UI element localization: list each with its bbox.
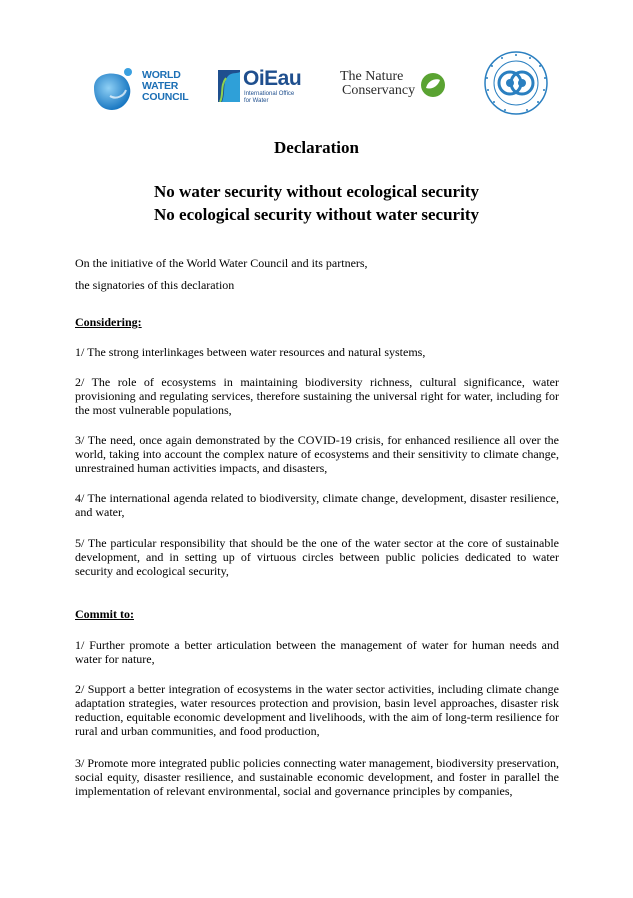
considering-item-5: 5/ The particular responsibility that should be the one of the water sector at the core of sustainable development, and in setting up of virtuous circles between public policies dedicated to water security and ecological security, [75,536,559,578]
world-water-council-logo [90,54,200,114]
leaf-globe-icon [420,72,446,98]
oieau-mark-icon [218,70,240,102]
intro-line-1: On the initiative of the World Water Council and its partners, [75,256,368,270]
subtitle-line-1: No water security without ecological security [154,182,479,201]
nature-conservancy-logo [340,70,440,104]
commit-heading: Commit to: [75,607,134,621]
water-drop-icon [90,66,142,112]
intro-line-2: the signatories of this declaration [75,278,235,292]
considering-heading: Considering: [75,315,142,329]
oieau-logo [218,67,328,110]
commit-item-1: 1/ Further promote a better articulation between the management of water for human needs and water for nature, [75,638,559,666]
considering-item-3: 3/ The need, once again demonstrated by the COVID-19 crisis, for enhanced resilience all over the world, taking into account the complex nature of ecosystems and their sensitivity to climate change, unrestrained human activities impacts, and disasters, [75,433,559,475]
commit-item-3: 3/ Promote more integrated public policies connecting water management, biodiversity preservation, social equity, disaster resilience, and sustainable economic development, and foster in parallel the implementation of relevant environmental, social and governance principles by companies, [75,756,559,798]
oieau-wordmark: OiEau [243,67,302,90]
commit-item-2: 2/ Support a better integration of ecosystems in the water sector activities, including climate change adaptation strategies, water resources protection and provision, basin level approaches, disaster risk reduction, equitable economic development and livelihoods, with the aim of long-term resilience for rural and urban communities, and food production, [75,682,559,738]
inbo-seal-icon [470,50,562,116]
document-title: Declaration [274,138,359,157]
considering-item-1: 1/ The strong interlinkages between water resources and natural systems, [75,345,426,359]
inbo-logo [470,50,562,116]
subtitle-line-2: No ecological security without water security [154,205,479,224]
tnc-wordmark: The Nature Conservancy [340,69,416,98]
considering-item-2: 2/ The role of ecosystems in maintaining biodiversity richness, cultural significance, water provisioning and regulating services, therefore sustaining the universal right for water, including for the most vulnerable populations, [75,375,559,417]
wwc-wordmark: WORLD WATER COUNCIL [142,69,189,103]
oieau-tagline: International Office for Water [244,91,295,104]
considering-item-4: 4/ The international agenda related to biodiversity, climate change, development, disaster resilience, and water, [75,491,559,519]
logo-row [0,50,633,116]
